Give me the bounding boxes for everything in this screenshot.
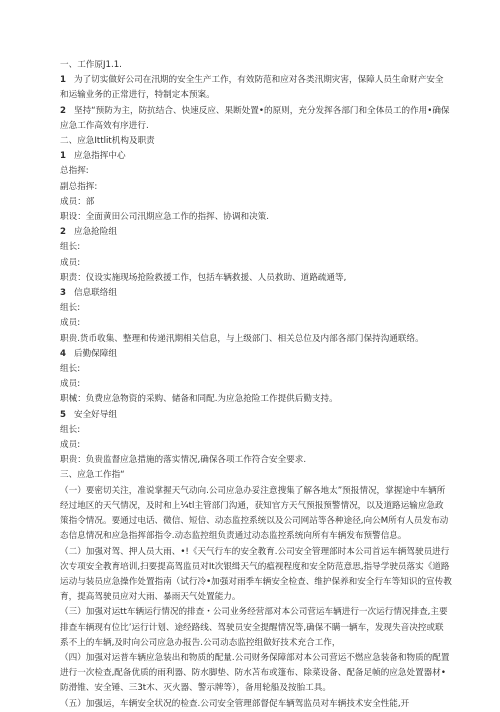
org-5-title: 安全好导组: [73, 409, 117, 420]
org-3-duty: 职贵.货币收集、整理和传递汛期相关信息，与上级部门、相关总位及内部各部门保持沟通联络。: [60, 333, 424, 344]
org-3-members: 成员:: [60, 318, 81, 329]
org-1-number: 1: [60, 151, 66, 162]
org-1-members: 成员：部: [60, 196, 95, 207]
org-3-heading: [60, 286, 452, 301]
org-3-leader: 组长:: [60, 303, 81, 314]
section-1-title: 一、工作原J1.1.: [60, 60, 122, 70]
section-2-title: 二、应急Ittlit机构及职责: [60, 136, 155, 147]
org-2-leader: 组长:: [60, 242, 81, 253]
org-4-members: 成员:: [60, 379, 81, 390]
paragraph-1-number: 1: [60, 75, 66, 86]
org-5-leader: 组长:: [60, 424, 81, 435]
org-3-title: 信息联络组: [73, 288, 117, 299]
paragraph-1: [60, 73, 452, 103]
org-2-duty: 职责：仪设实施现场抢险救援工作，包括车辆救援、人员救助、道路疏通等,: [60, 272, 347, 283]
org-4-heading: [60, 347, 452, 362]
work-item-3: （三）加强对运tt车辆运行情况的排查・公司业务经营部对本公司营运车辆进行一次运行情况排查,主要排查车辆现有位比’运行计划、途经路线、驾驶员安全提醒情况等,确保不瞒一辆车，发现失音决控或联系不上的车辆,及时向公司应急办报告.公司动态监控组做好技术充合工作，: [60, 607, 448, 648]
org-5-duty: 职贵：负贵监督应急措施的落实情况,确保各项工作符合安全要求.: [60, 455, 307, 466]
org-5-heading: [60, 408, 452, 423]
org-4-title: 后勤保障组: [73, 348, 117, 359]
paragraph-2-number: 2: [60, 105, 66, 116]
org-3-number: 3: [60, 288, 66, 299]
org-5-number: 5: [60, 409, 66, 420]
org-5-members: 成员:: [60, 440, 81, 451]
org-1-chief: 总指挥:: [60, 166, 89, 177]
org-2-number: 2: [60, 227, 66, 238]
work-item-5: （五）加强运，车辆安全状况的检查.公司安全管理部督促车辆驾监员对车辆技术安全性能,开: [60, 698, 410, 709]
document-page: [60, 58, 452, 712]
work-item-4: （四）加强对运普车辆应急装出和物质的配量.公司财务保障部对本公司营运不燃应急装备和物质的配置进行一次检查,配备优质的雨利器、防水脚垫、防水苫布或篷布、除菜设备、配备足帧的应急处置器材•防滑锥、安全锤、三3t木、灭火器、警示牌等），备用轮船及按胎工具。: [60, 652, 450, 694]
org-1-deputy: 副总指挥:: [60, 181, 98, 192]
org-1-duty: 职设：全面黄田公司汛期应急工作的指挥、协调和决策.: [60, 212, 269, 223]
org-4-number: 4: [60, 348, 66, 359]
org-1-title: 应急指挥中心: [73, 151, 126, 162]
org-2-title: 应急抢险组: [73, 227, 117, 238]
paragraph-2-text: 坚持“预防为主，防抗结合、快速反应、果断处置•的原则，充分发挥各部门和全体员工的作用•确保应急工作高效有序进行.: [60, 105, 450, 131]
section-3-title: 三、应急工作指“: [60, 470, 125, 481]
work-item-1: （一）要密切关注，准说掌握天气动向.公司应急办妥注意搜集了解各地太”预报情况，掌握途中车辆所经过地区的天气情况，及时和上¼tl主管部门沟通，获知官方天气预报预警情况，以及道路运输应急政策指令情况。要通过电话、微信、短信、动态监控系统以及公司网站等各种途径,向公M所有人员发布动态信息情况和应急指挥部指令.动态监控组负责通过动态监控系统向所有车辆发布预警信息。: [60, 485, 449, 542]
work-item-2: （二）加强对驾、押人员大雨、•!《天气行车的安全教育.公司安全管理部时本公司首运车辆驾驶员进行次专项安全教育培训,扫要提高驾监员对It次银缉天气的瘟视程度和安全防范意思,指导学驶员落实《道路运动与装员应急操作处置指南（试行冷•加强对雨季车辆安全检查、维护保养和安全行车等知识的宣传教育，提高驾驶员应对大雨、暴雨天气处置能力。: [60, 546, 452, 603]
org-2-members: 成员:: [60, 257, 81, 268]
org-4-duty: 职械：负费应急物资的采购、储备和同配.为应急抢险工作提供后勤支持。: [60, 394, 338, 405]
paragraph-1-text: 为了切实做好公司在汛期的安全生产工作，有效防范和应对各类汛期灾害，保障人员生命财产安全和运输业务的正常进行，特制定本预案。: [60, 75, 444, 101]
org-2-heading: [60, 225, 452, 240]
org-4-leader: 组长:: [60, 364, 81, 375]
paragraph-2: [60, 104, 452, 134]
org-1-heading: [60, 149, 452, 164]
